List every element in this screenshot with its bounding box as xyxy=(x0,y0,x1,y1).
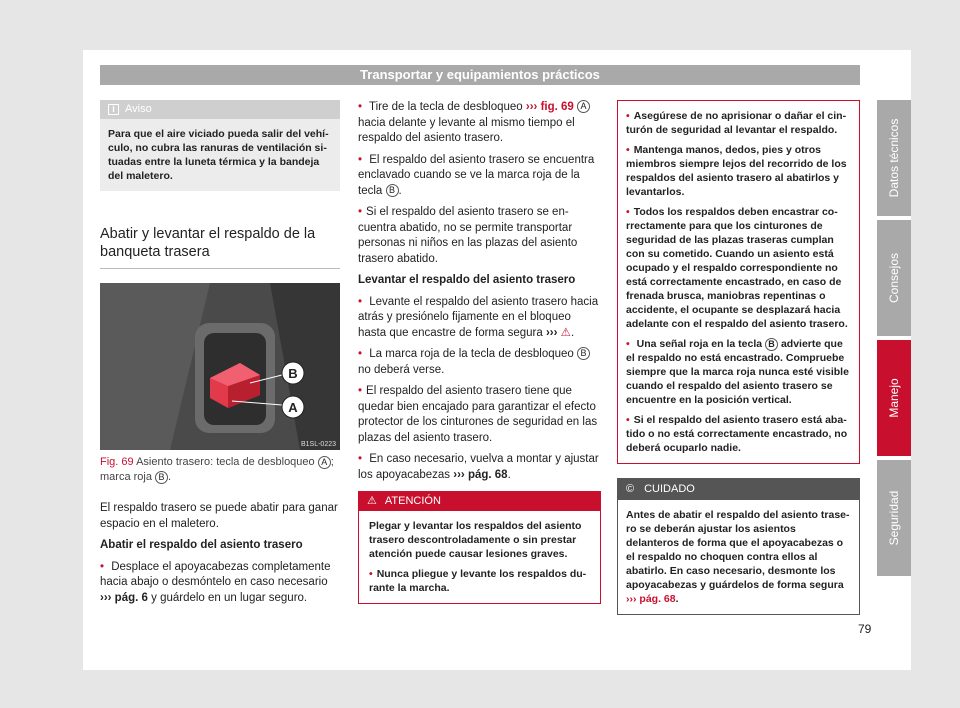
atencion-header xyxy=(359,492,600,511)
cuidado-title: CUIDADO xyxy=(644,482,695,495)
badge-b: B xyxy=(386,184,399,197)
page-link[interactable]: ››› pág. 68 xyxy=(626,593,676,605)
list-item: • Si el respaldo del asiento trasero se encuentra abatido, no se permite transportar personas ni niños en las plazas del asiento trasero abatido. xyxy=(358,205,601,267)
list-item: • Mantenga manos, dedos, pies y otros miembros siempre lejos del recorrido de los respaldos del asiento trasero al abatirlos y levantarlos. xyxy=(626,143,851,199)
figure-caption: Fig. 69 Asiento trasero: tecla de desbloqueo A ; marca roja B . xyxy=(100,456,334,483)
atencion-bullet: • Nunca pliegue y levante los respaldos durante la marcha. xyxy=(369,567,590,595)
tab-manejo[interactable]: Manejo xyxy=(877,340,911,456)
seat-figure xyxy=(100,283,340,450)
badge-a: A xyxy=(577,100,590,113)
figure-label-a: A xyxy=(288,400,298,415)
aviso-header xyxy=(100,100,340,119)
warning-icon: ⚠ xyxy=(560,326,571,339)
caution-icon: © xyxy=(626,482,635,495)
badge-a: A xyxy=(318,456,331,469)
subheading-abatir: Abatir el respaldo del asiento trasero xyxy=(100,539,303,551)
section-title: Abatir y levantar el respaldo de la banqueta trasera xyxy=(100,225,340,269)
list-item: • Una señal roja en la tecla B advierte que el respaldo no está encastrado. Compruebe siempre que la marca roja nunca esté visible cuando el respaldo del asiento trasero se encuentre en la posición vertical. xyxy=(626,337,851,407)
list-item: • Si el respaldo del asiento trasero está abatido o no está correctamente encastrado, no deberá ocuparlo nadie. xyxy=(626,413,851,455)
page-link[interactable]: ››› pág. 6 xyxy=(100,591,148,604)
warning-triangle-icon: ⚠ xyxy=(367,494,377,507)
seat-illustration xyxy=(100,283,340,450)
tab-consejos[interactable]: Consejos xyxy=(877,220,911,336)
intro-text: El respaldo trasero se puede abatir para ganar espacio en el maletero. xyxy=(100,502,338,530)
aviso-title: Aviso xyxy=(125,102,152,115)
column-left xyxy=(100,100,340,612)
badge-b: B xyxy=(765,338,778,351)
atencion-text: Plegar y levantar los respaldos del asiento trasero descontroladamente o sin prestar atención puede causar lesiones graves. xyxy=(369,520,582,560)
caption-fig-number: Fig. 69 xyxy=(100,456,134,468)
info-icon: i xyxy=(108,104,119,115)
figure-code: B1SL-0223 xyxy=(300,441,336,448)
atencion-box xyxy=(358,491,601,604)
column-middle xyxy=(358,100,601,604)
list-item: • En caso necesario, vuelva a montar y ajustar los apoyacabezas ››› pág. 68. xyxy=(358,452,601,483)
cuidado-header xyxy=(618,479,859,500)
subheading-levantar: Levantar el respaldo del asiento trasero xyxy=(358,274,576,286)
page-link[interactable]: ››› pág. 68 xyxy=(453,468,508,481)
warning-link[interactable]: ››› xyxy=(545,326,558,339)
aviso-text: Para que el aire viciado pueda salir del vehículo, no cubra las ranuras de ventilación situadas entre la luneta térmica y la bandeja del maletero. xyxy=(108,128,329,182)
list-item: • Tire de la tecla de desbloqueo ››› fig. 69 A hacia delante y levante al mismo tiempo el respaldo del asiento trasero. xyxy=(358,100,601,147)
list-item: • Levante el respaldo del asiento trasero hacia atrás y presiónelo fijamente en el bloqueo hasta que encastre de forma segura ››› ⚠. xyxy=(358,295,601,342)
side-tabs xyxy=(877,100,911,580)
page-number: 79 xyxy=(858,622,872,636)
cuidado-box: © CUIDADO Antes de abatir el respaldo del asiento trasero se deberán ajustar los asientos delanteros de forma que el apoyacabezas o el respaldo no choquen contra ellos al abatirlo. En caso necesario, desmonte los apoyacabezas y guárdelos de forma segura ››› pág. 68. xyxy=(617,478,860,615)
badge-b: B xyxy=(155,471,168,484)
tab-datos-tecnicos[interactable]: Datos técnicos xyxy=(877,100,911,216)
list-item: • El respaldo del asiento trasero tiene que quedar bien encajado para garantizar el efecto protector de los cinturones de seguridad en las plazas del asiento trasero. xyxy=(358,384,601,446)
warning-continued-box xyxy=(617,100,860,464)
fig-link[interactable]: ››› fig. 69 xyxy=(525,101,574,113)
cuidado-text: Antes de abatir el respaldo del asiento trasero se deberán ajustar los asientos delanteros de forma que el apoyacabezas o el respaldo no choquen contra ellos al abatirlo. En caso necesario, desmonte los apoyacabezas y guárdelos de forma segura xyxy=(626,509,850,591)
tab-seguridad[interactable]: Seguridad xyxy=(877,460,911,576)
list-item: • Desplace el apoyacabezas completamente hacia abajo o desmóntelo en caso necesario ››› pág. 6 y guárdelo en un lugar seguro. xyxy=(100,560,340,607)
list-item: • La marca roja de la tecla de desbloqueo B no deberá verse. xyxy=(358,347,601,378)
aviso-box xyxy=(100,100,340,191)
list-item: • Asegúrese de no aprisionar o dañar el cinturón de seguridad al levantar el respaldo. xyxy=(626,109,851,137)
list-item: • Todos los respaldos deben encastrar correctamente para que los cinturones de seguridad de las plazas traseras cumplan con su cometido. Cuando un asiento está ocupado y el respaldo correspondiente no está correctamente encastrado, en caso de frenada brusca, maniobras repentinas o accidente, el ocupante se desplazará hacia adelante con el respaldo del asiento trasero. xyxy=(626,205,851,331)
column-right xyxy=(617,100,860,615)
atencion-title: ATENCIÓN xyxy=(384,494,441,507)
figure-label-b: B xyxy=(288,366,298,381)
list-item: • El respaldo del asiento trasero se encuentra enclavado cuando se ve la marca roja de la tecla B . xyxy=(358,153,601,200)
badge-b: B xyxy=(577,347,590,360)
page-header: Transportar y equipamientos prácticos xyxy=(100,65,860,85)
